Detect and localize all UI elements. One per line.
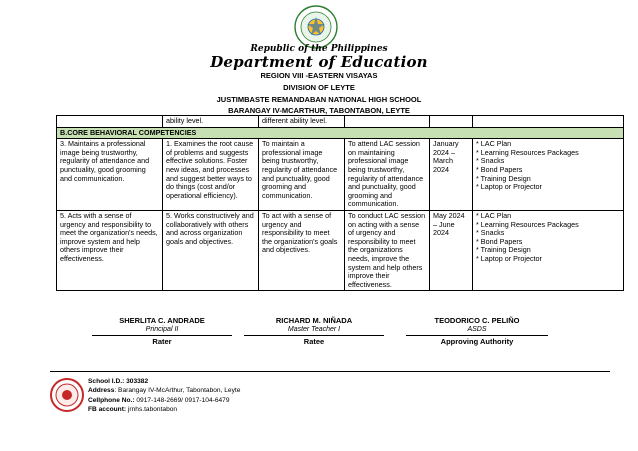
school-address: BARANGAY IV-MCARTHUR, TABONTABON, LEYTE bbox=[228, 106, 410, 115]
signatory-approver bbox=[406, 316, 548, 346]
footer-school-id: School I.D.: 303382 bbox=[88, 378, 149, 385]
department-title: Department of Education bbox=[210, 53, 428, 71]
signatory-name: TEODORICO C. PELIÑO bbox=[434, 316, 520, 325]
signatory-role: Rater bbox=[92, 335, 232, 346]
signatory-rater bbox=[92, 316, 232, 346]
timeline-cell: January 2024 – March 2024 bbox=[430, 139, 473, 211]
school-logo-icon bbox=[50, 378, 84, 412]
signatory-position: Principal II bbox=[145, 326, 179, 333]
table-cell bbox=[345, 116, 430, 128]
competency-cell: 5. Acts with a sense of urgency and responsibility to meet the organization's needs, improve system and help others improve their effectiveness. bbox=[57, 210, 163, 290]
table-cell bbox=[473, 116, 624, 128]
footer-divider bbox=[50, 371, 610, 372]
table-row bbox=[57, 139, 624, 211]
activity-cell: To attend LAC session on maintaining professional image being trustworthy, regularity of attendance and punctuality, good grooming and communication. bbox=[345, 139, 430, 211]
signatory-role: Ratee bbox=[244, 335, 384, 346]
table-cell bbox=[57, 116, 163, 128]
intervention-cell: 5. Works constructively and collaboratively with others and across organization goals and objectives. bbox=[163, 210, 259, 290]
signatory-name: SHERLITA C. ANDRADE bbox=[119, 316, 205, 325]
table-row bbox=[57, 116, 624, 128]
section-header-row bbox=[57, 127, 624, 139]
republic-line: Republic of the Philippines bbox=[250, 44, 388, 54]
signatory-position: Master Teacher I bbox=[287, 326, 341, 333]
footer-cellphone: Cellphone No.: 0917-148-2669/ 0917-104-6479 bbox=[88, 396, 230, 404]
competency-table bbox=[56, 115, 624, 291]
intervention-cell: 1. Examines the root cause of problems and suggests effective solutions. Foster new ideas, and processes and suggest better ways to do things (cost and/or operational efficiency). bbox=[163, 139, 259, 211]
section-title: B.CORE BEHAVIORAL COMPETENCIES bbox=[57, 127, 624, 139]
table-cell: different ability level. bbox=[259, 116, 345, 128]
table-cell bbox=[430, 116, 473, 128]
competency-cell: 3. Maintains a professional image being trustworthy, regularity of attendance and punctuality, good grooming and communication. bbox=[57, 139, 163, 211]
footer-fb-account: FB account: jrnhs.tabontabon bbox=[88, 406, 178, 414]
table-row bbox=[57, 210, 624, 290]
region-line: REGION VIII -EASTERN VISAYAS bbox=[260, 71, 378, 80]
timeline-cell: May 2024 – June 2024 bbox=[430, 210, 473, 290]
division-line: DIVISION OF LEYTE bbox=[283, 83, 355, 92]
footer-address: Address: Barangay IV-McArthur, Tabontabon, Leyte bbox=[88, 387, 241, 395]
signatory-ratee bbox=[244, 316, 384, 346]
activity-cell: To conduct LAC session on acting with a sense of urgency and responsibility to meet the organizations needs, improve the system and help others improve their effectiveness. bbox=[345, 210, 430, 290]
school-name: JUSTIMBASTE REMANDABAN NATIONAL HIGH SCHOOL bbox=[216, 95, 422, 104]
signatory-name: RICHARD M. NIÑADA bbox=[275, 316, 353, 325]
footer-contact-block bbox=[88, 377, 240, 415]
table-cell: ability level. bbox=[163, 116, 259, 128]
resources-cell: * LAC Plan * Learning Resources Packages * Snacks * Bond Papers * Training Design * Laptop or Projector bbox=[473, 139, 624, 211]
objective-cell: To maintain a professional image being trustworthy, regularity of attendance and punctuality, good grooming and communication. bbox=[259, 139, 345, 211]
objective-cell: To act with a sense of urgency and responsibility to meet the organization's goals and objectives. bbox=[259, 210, 345, 290]
signatory-role: Approving Authority bbox=[406, 335, 548, 346]
signatory-position: ASDS bbox=[467, 326, 487, 333]
resources-cell: * LAC Plan * Learning Resources Packages * Snacks * Bond Papers * Training Design * Laptop or Projector bbox=[473, 210, 624, 290]
